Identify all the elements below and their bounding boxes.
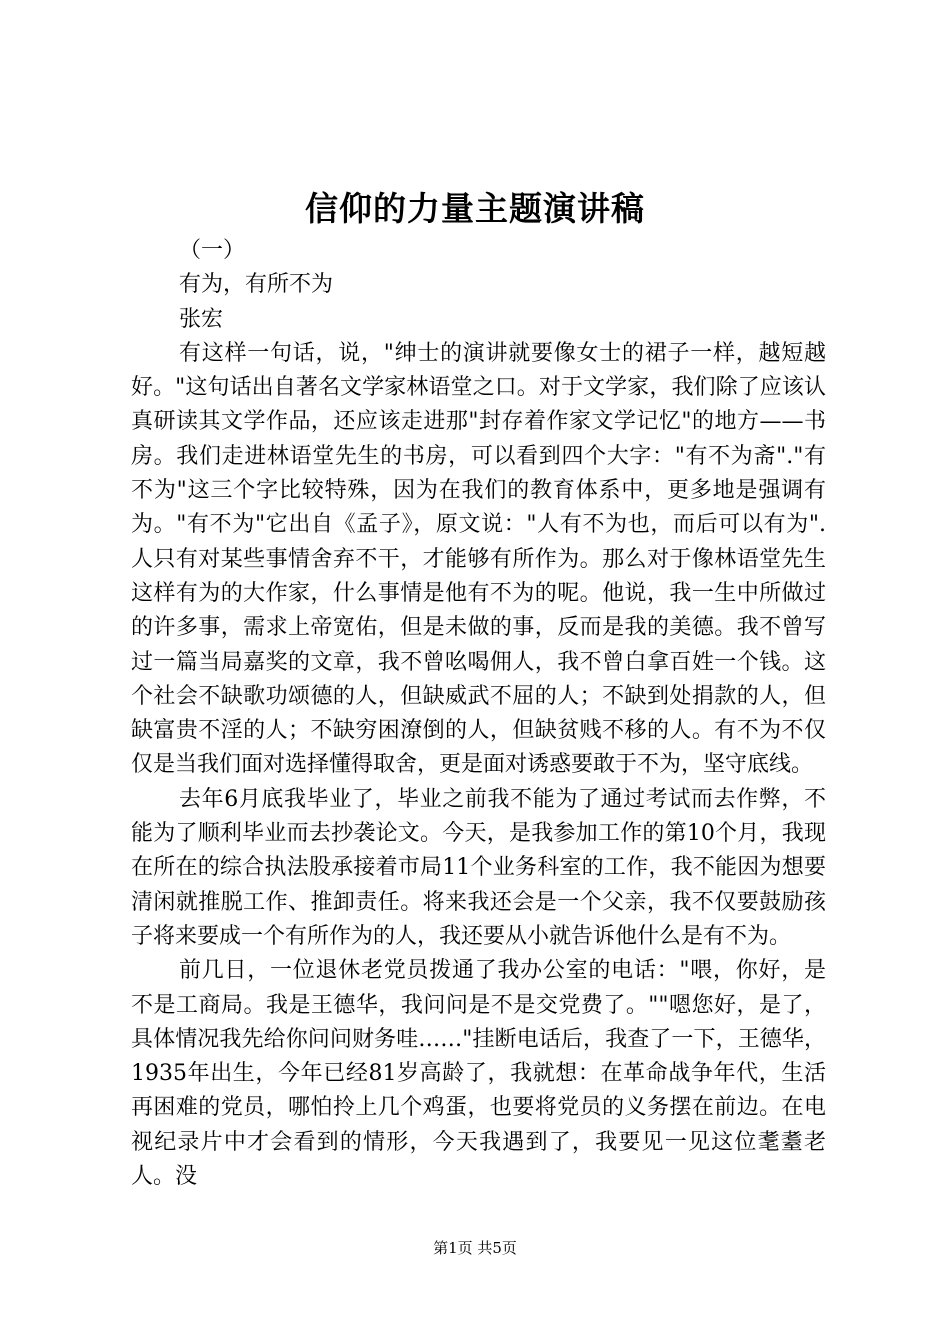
author-name: 张宏 [179,306,224,332]
document-title: 信仰的力量主题演讲稿 [305,189,645,228]
body-paragraph: 前几日，一位退休老党员拨通了我办公室的电话："喂，你好，是不是工商局。我是王德华，我问问是不是交党费了。""嗯您好，是了，具体情况我先给你问问财务哇……"挂断电话后，我查了一下，王德华，1935年出生，今年已经81岁高龄了，我就想：在革命战争年代，生活再困难的党员，哪怕拎上几个鸡蛋，也要将党员的义务摆在前边。在电视纪录片中才会看到的情形，今天我遇到了，我要见一见这位耄耋老人。没 [131,958,826,1190]
page-number-footer: 第1页 共5页 [433,1239,517,1257]
body-paragraph: 去年6月底我毕业了，毕业之前我不能为了通过考试而去作弊，不能为了顺利毕业而去抄袭论文。今天，是我参加工作的第10个月，我现在所在的综合执法股承接着市局11个业务科室的工作，我不能因为想要清闲就推脱工作、推卸责任。将来我还会是一个父亲，我不仅要鼓励孩子将来要成一个有所作为的人，我还要从小就告诉他什么是有不为。 [131,786,826,949]
document-body [131,234,826,1194]
body-paragraph: 有这样一句话，说，"绅士的演讲就要像女士的裙子一样，越短越好。"这句话出自著名文学家林语堂之口。对于文学家，我们除了应该认真研读其文学作品，还应该走进那"封存着作家文学记忆"的地方——书房。我们走进林语堂先生的书房，可以看到四个大字："有不为斋"."有不为"这三个字比较特殊，因为在我们的教育体系中，更多地是强调有为。"有不为"它出自《孟子》，原文说："人有不为也，而后可以有为".人只有对某些事情舍弃不干，才能够有所作为。那么对于像林语堂先生这样有为的大作家，什么事情是他有不为的呢。他说，我一生中所做过的许多事，需求上帝宽佑，但是未做的事，反而是我的美德。我不曾写过一篇当局嘉奖的文章，我不曾吆喝佣人，我不曾白拿百姓一个钱。这个社会不缺歌功颂德的人，但缺威武不屈的人；不缺到处捐款的人，但缺富贵不淫的人；不缺穷困潦倒的人，但缺贫贱不移的人。有不为不仅仅是当我们面对选择懂得取舍，更是面对诱惑要敢于不为，坚守底线。 [131,340,826,778]
speech-subtitle: 有为，有所不为 [179,272,334,298]
section-label: （一） [179,238,246,263]
